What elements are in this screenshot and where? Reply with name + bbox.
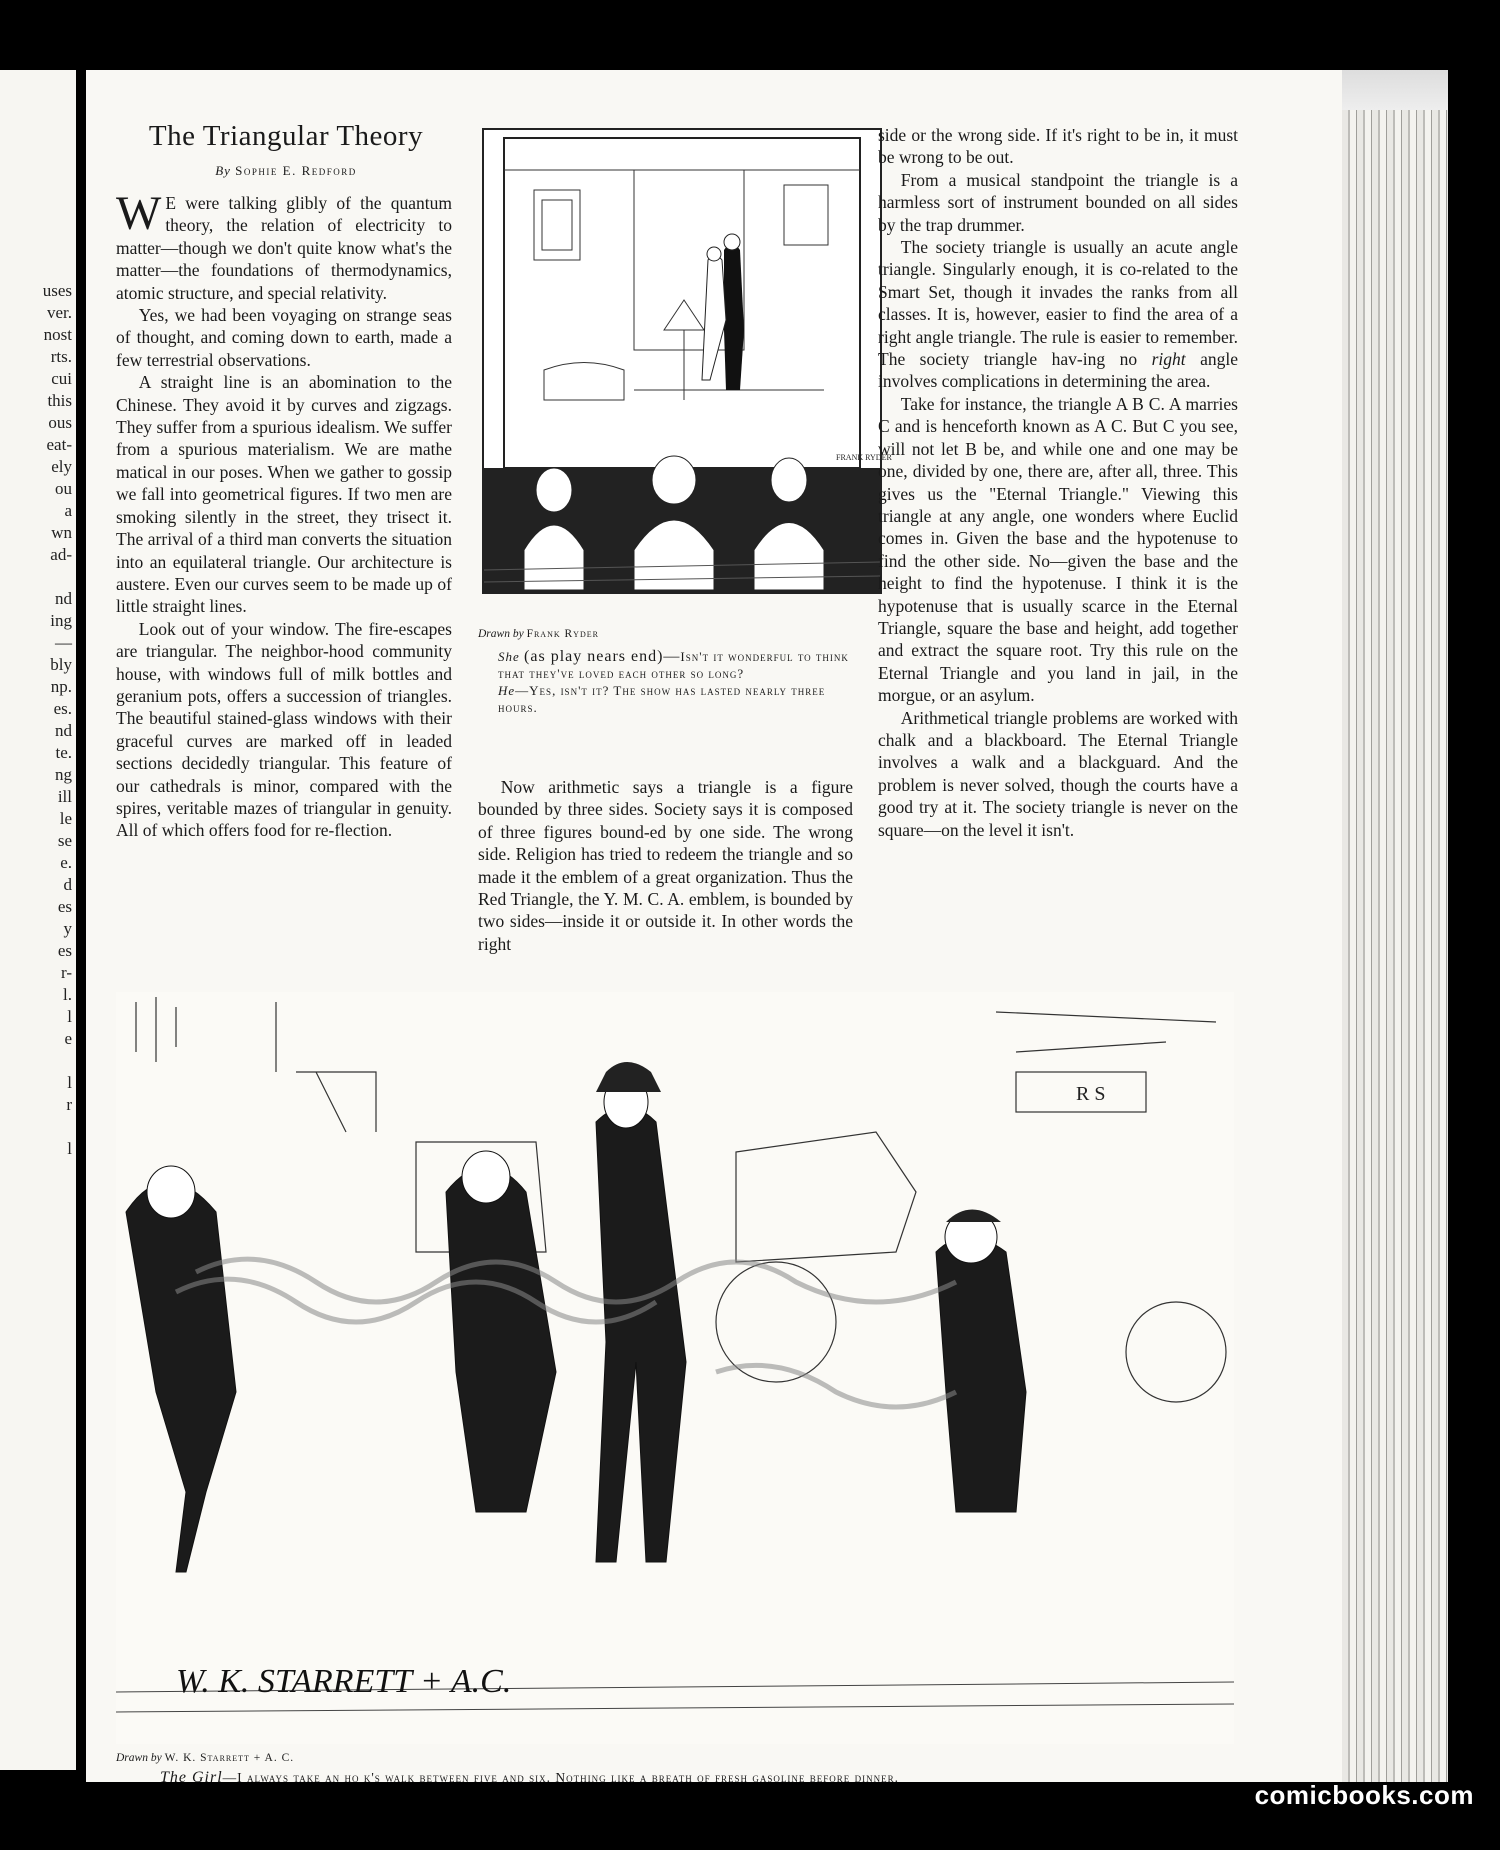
paragraph: side or the wrong side. If it's right to be in, it must be wrong to be out.: [878, 125, 1238, 168]
previous-page-text-fragment: y: [63, 919, 72, 938]
illustration-credit: Drawn by Frank Ryder: [478, 628, 599, 640]
previous-page-text-fragment: se: [57, 831, 72, 850]
previous-page-text-fragment: es: [57, 897, 72, 916]
storefront-sign: R S: [1076, 1083, 1106, 1105]
speaker-label: She: [498, 649, 520, 664]
artist-signature: FRANK RYDER: [836, 453, 892, 462]
previous-page-text-fragment: d: [63, 875, 72, 894]
speaker-label: He: [498, 683, 516, 698]
previous-page-text-fragment: es.: [53, 699, 72, 718]
previous-page-text-fragment: l: [67, 1007, 72, 1026]
previous-page-text-fragment: ng: [55, 765, 72, 784]
previous-page-text-fragment: this: [47, 391, 72, 410]
cartoon-caption: The Girl—I always take an ho k's walk between five and six. Nothing like a breath of fresh gasoline before dinner.: [160, 1769, 899, 1786]
previous-page-text-fragment: e.: [60, 853, 72, 872]
previous-page-text-fragment: ad-: [50, 545, 72, 564]
paragraph: W E were talking glibly of the quantum theory, the relation of electricity to matter—though we don't quite know what's the matter—the foundations of thermodynamics, atomic structure, and special relativity.: [116, 187, 452, 303]
previous-page-text-fragment: e: [64, 1029, 72, 1048]
street-cartoon-illustration: [116, 992, 1234, 1744]
previous-page-text-fragment: wn: [51, 523, 72, 542]
previous-page-text-fragment: nost: [43, 325, 72, 344]
previous-page-text-fragment: nd: [55, 589, 72, 608]
previous-page-text-fragment: a: [64, 501, 72, 520]
previous-page-text-fragment: ver.: [46, 303, 72, 322]
previous-page-text-fragment: —: [55, 633, 72, 652]
previous-page-text-fragment: ill: [57, 787, 72, 806]
author-name: Sophie E. Redford: [235, 163, 357, 178]
paragraph: A straight line is an abomination to the Chinese. They avoid it by curves and zigzags. They suffer from a spurious idealism. We suffer from a spurious materialism. We are mathe matical in our poses. When we gather to gossip we fall into geometrical figures. If two men are smoking silently in the street, they trisect it. The arrival of a third man converts the situation into an equilateral triangle. Our architecture is austere. Even our curves seem to be made up of little straight lines.: [116, 372, 452, 617]
paragraph: Look out of your window. The fire-escapes are triangular. The neighbor-hood community house, with windows full of milk bottles and geranium pots, offers a succession of triangles. The beautiful stained-glass windows with their graceful curves are marked off in leaded sections decidedly triangular. This feature of our cathedrals is minor, compared with the spires, veritable mazes of triangular in genuity. All of which offers food for re-flection.: [116, 618, 452, 841]
site-watermark: comicbooks.com: [1254, 1780, 1474, 1810]
previous-page-text-fragment: uses: [42, 281, 72, 300]
speaker-label: The Girl: [160, 1769, 223, 1786]
street-scene-drawing: [116, 992, 1234, 1744]
paragraph: Yes, we had been voyaging on strange seas of thought, and coming down to earth, made a few terrestrial observations.: [116, 305, 452, 370]
previous-page-text-fragment: np.: [50, 677, 72, 696]
previous-page-text-fragment: ing: [50, 611, 72, 630]
paragraph: Now arithmetic says a triangle is a figure bounded by three sides. Society says it is composed of three figures bound-ed by one side. The wrong side. Religion has tried to redeem the triangle and so made it the emblem of a great organization. Thus the Red Triangle, the Y. M. C. A. emblem, is bounded by two sides—inside it or outside it. In other words the right: [478, 777, 853, 954]
theater-cartoon-illustration: [482, 128, 892, 594]
book-page-edges: [1342, 70, 1448, 1782]
theater-scene-drawing: [484, 130, 892, 592]
previous-page-text-fragment: nd: [55, 721, 72, 740]
previous-page-text-fragment: r-: [61, 963, 72, 982]
previous-page-text-fragment: es: [57, 941, 72, 960]
byline: By Sophie E. Redford: [215, 163, 357, 178]
previous-page-text-fragment: l: [67, 1073, 72, 1092]
article-title: The Triangular Theory: [148, 120, 424, 152]
paragraph: Take for instance, the triangle A B C. A marries C and is henceforth known as A C. But C you see, will not let B be, and while one and one may be one, divided by one, there are, after all, three. This gives us the "Eternal Triangle." Viewing this triangle at any angle, one wonders where Euclid comes in. Given the base and the hypotenuse to find the other side. No—given the base and the height to find the hypotenuse. I think it is the hypotenuse that is usually scarce in the Eternal Triangle, square the base and height, add together and extract the square root. Try this rule on the Eternal Triangle and you land in jail, in the morgue, or an asylum.: [878, 393, 1238, 706]
previous-page-text-fragment: te.: [55, 743, 72, 762]
previous-page-text-fragment: l: [67, 1139, 72, 1158]
article-column-2: [478, 776, 853, 955]
previous-page-text-fragment: rts.: [50, 347, 72, 366]
article-column-3: [878, 124, 1238, 841]
previous-page-text-fragment: cui: [51, 369, 72, 388]
previous-page-text-fragment: ely: [51, 457, 72, 476]
previous-page-text-fragment: r: [66, 1095, 72, 1114]
cartoon-caption: She (as play nears end)—Isn't it wonderful to think that they've loved each other so long? He—Yes, isn't it? The show has lasted nearly three hours.: [498, 648, 849, 715]
previous-page-text-fragment: l.: [63, 985, 72, 1004]
paragraph: The society triangle is usually an acute angle triangle. Singularly enough, it is co-related to the Smart Set, though it invades the ranks from all classes. It is, however, easier to find the area of a right angle triangle. The rule is easier to remember. The society triangle hav-ing no right angle involves complications in determining the area.: [878, 237, 1239, 392]
previous-page-text-fragment: eat-: [46, 435, 72, 454]
previous-page-text-fragment: ous: [48, 413, 72, 432]
previous-page-text-fragment: bly: [50, 655, 72, 674]
artist-signature: W. K. STARRETT + A.C.: [176, 1663, 512, 1700]
drop-cap: W: [116, 187, 162, 240]
illustration-credit: Drawn by W. K. Starrett + A. C.: [116, 1752, 295, 1764]
paragraph: Arithmetical triangle problems are worked with chalk and a blackboard. The Eternal Triangle involves a walk and a blackguard. And the problem is never solved, though the courts have a good try at it. The society triangle is never on the square—on the level it isn't.: [878, 707, 1238, 840]
previous-page-text-fragment: le: [59, 809, 72, 828]
previous-page-text-fragment: ou: [55, 479, 72, 498]
previous-page-edge: [0, 70, 76, 1770]
article-column-1: [116, 187, 452, 842]
paragraph: From a musical standpoint the triangle is a harmless sort of instrument bounded on all sides by the trap drummer.: [878, 169, 1238, 235]
